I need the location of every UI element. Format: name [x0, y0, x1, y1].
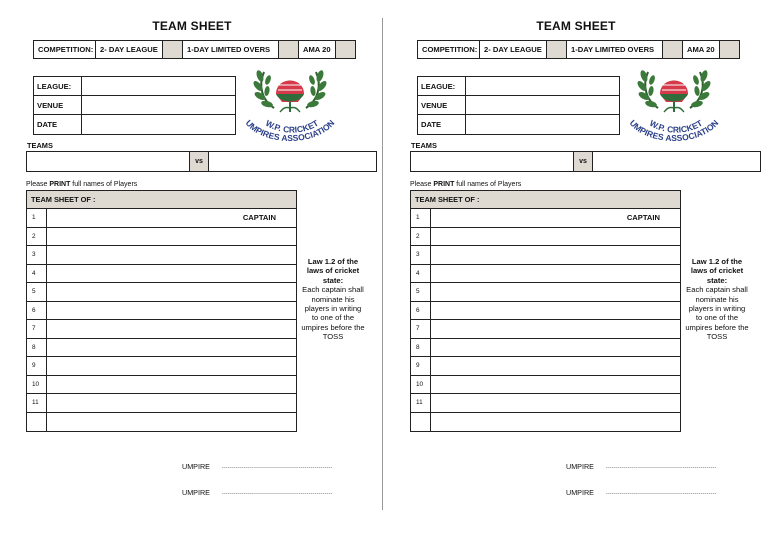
table-row: [27, 376, 296, 395]
law-body: Each captain shall nominate his players in writing to one of the umpires before the TOSS: [301, 285, 365, 342]
table-row: [411, 302, 680, 321]
umpire-line-1: [182, 462, 332, 471]
laurel-left-icon: [252, 69, 274, 108]
table-row: [411, 357, 680, 376]
player-name-field[interactable]: [47, 209, 296, 227]
venue-field[interactable]: [82, 96, 235, 114]
umpire-signature-field[interactable]: .......................................................: [221, 489, 333, 496]
umpire-label: UMPIRE: [566, 462, 594, 471]
player-name-field[interactable]: [47, 283, 296, 301]
row-number: 9: [27, 357, 47, 375]
competition-option-1day: 1-DAY LIMITED OVERS: [183, 41, 279, 58]
league-field[interactable]: [82, 77, 235, 95]
competition-option-ama20: AMA 20: [683, 41, 720, 58]
roster-header: TEAM SHEET OF :: [411, 191, 680, 209]
venue-label: VENUE: [418, 96, 466, 114]
umpire-line-2: [182, 488, 332, 497]
team-roster-table: [410, 190, 681, 432]
umpire-signature-field[interactable]: .......................................................: [605, 489, 717, 496]
table-row: [411, 320, 680, 339]
teams-row: [410, 151, 761, 172]
checkbox-ama20[interactable]: [720, 41, 739, 58]
table-row: [411, 413, 680, 432]
row-number: 1: [411, 209, 431, 227]
table-row: [411, 228, 680, 247]
logo-bottom-text: UMPIRES ASSOCIATION: [627, 117, 721, 144]
table-row: [27, 357, 296, 376]
competition-option-ama20: AMA 20: [299, 41, 336, 58]
table-row: [27, 283, 296, 302]
table-row: [27, 339, 296, 358]
player-name-field[interactable]: [47, 357, 296, 375]
roster-header: TEAM SHEET OF :: [27, 191, 296, 209]
vs-label: vs: [189, 152, 209, 171]
player-name-field[interactable]: [431, 357, 680, 375]
row-number: 5: [27, 283, 47, 301]
law-body: Each captain shall nominate his players in writing to one of the umpires before the TOSS: [685, 285, 749, 342]
league-label: LEAGUE:: [418, 77, 466, 95]
player-name-field[interactable]: [431, 320, 680, 338]
protea-flower-icon: [660, 80, 688, 112]
player-name-field[interactable]: [431, 376, 680, 394]
table-row: [411, 265, 680, 284]
table-row: [27, 320, 296, 339]
row-number: 3: [411, 246, 431, 264]
venue-field[interactable]: [466, 96, 619, 114]
row-number: 1: [27, 209, 47, 227]
player-name-field[interactable]: [47, 320, 296, 338]
checkbox-2day[interactable]: [163, 41, 183, 58]
umpire-label: UMPIRE: [182, 488, 210, 497]
umpire-line-1: [566, 462, 716, 471]
team-roster-table: [26, 190, 297, 432]
player-name-field[interactable]: [47, 376, 296, 394]
row-number: 6: [411, 302, 431, 320]
table-row: [27, 228, 296, 247]
player-name-field[interactable]: [47, 394, 296, 412]
row-number: 9: [411, 357, 431, 375]
competition-option-2day: 2- DAY LEAGUE: [96, 41, 163, 58]
row-number: 4: [27, 265, 47, 283]
umpire-label: UMPIRE: [182, 462, 210, 471]
league-label: LEAGUE:: [34, 77, 82, 95]
umpire-line-2: [566, 488, 716, 497]
print-instruction: Please PRINT full names of Players: [410, 181, 522, 188]
wp-cricket-umpires-logo: [622, 64, 726, 146]
law-note: [301, 257, 365, 342]
player-name-field[interactable]: [431, 209, 680, 227]
vs-label: vs: [573, 152, 593, 171]
wp-cricket-umpires-logo: [238, 64, 342, 146]
date-field[interactable]: [466, 115, 619, 134]
captain-label: CAPTAIN: [242, 213, 276, 223]
row-number: [27, 413, 47, 432]
team-a-field[interactable]: [411, 152, 573, 171]
row-number: 7: [411, 320, 431, 338]
player-name-field[interactable]: [431, 394, 680, 412]
umpire-signature-field[interactable]: .......................................................: [605, 463, 717, 470]
table-row: [27, 302, 296, 321]
sheet-title: TEAM SHEET: [536, 19, 616, 33]
teams-label: TEAMS: [411, 141, 437, 150]
logo-top-text: W.P. CRICKET: [263, 117, 321, 135]
player-name-field[interactable]: [47, 228, 296, 246]
checkbox-1day[interactable]: [663, 41, 683, 58]
player-name-field[interactable]: [431, 228, 680, 246]
table-row: [411, 283, 680, 302]
player-name-field[interactable]: [47, 339, 296, 357]
teams-row: [26, 151, 377, 172]
protea-flower-icon: [276, 80, 304, 112]
team-b-field[interactable]: [593, 152, 760, 171]
print-instruction: Please PRINT full names of Players: [26, 181, 138, 188]
table-row: [27, 209, 296, 228]
row-number: 7: [27, 320, 47, 338]
table-row: [27, 246, 296, 265]
row-number: 8: [27, 339, 47, 357]
player-name-field[interactable]: [47, 302, 296, 320]
competition-label: COMPETITION:: [34, 41, 96, 58]
logo-top-text: W.P. CRICKET: [647, 117, 705, 135]
row-number: 10: [27, 376, 47, 394]
umpire-signature-field[interactable]: .......................................................: [221, 463, 333, 470]
date-label: DATE: [418, 115, 466, 134]
team-sheet-right: [384, 0, 768, 543]
player-name-field[interactable]: [431, 246, 680, 264]
table-row: [411, 376, 680, 395]
table-row: [411, 246, 680, 265]
table-row: [411, 339, 680, 358]
row-number: 8: [411, 339, 431, 357]
player-name-field[interactable]: [431, 339, 680, 357]
player-name-field[interactable]: [431, 283, 680, 301]
law-heading: Law 1.2 of the laws of cricket state:: [306, 257, 360, 285]
row-number: 4: [411, 265, 431, 283]
table-row: [27, 265, 296, 284]
law-heading: Law 1.2 of the laws of cricket state:: [690, 257, 744, 285]
player-name-field[interactable]: [431, 265, 680, 283]
match-info-table: [417, 76, 620, 135]
row-number: 6: [27, 302, 47, 320]
match-info-table: [33, 76, 236, 135]
team-b-field[interactable]: [209, 152, 376, 171]
row-number: 2: [27, 228, 47, 246]
date-field[interactable]: [82, 115, 235, 134]
checkbox-ama20[interactable]: [336, 41, 355, 58]
table-row: [27, 413, 296, 432]
laurel-right-icon: [690, 69, 712, 108]
venue-label: VENUE: [34, 96, 82, 114]
team-a-field[interactable]: [27, 152, 189, 171]
row-number: 3: [27, 246, 47, 264]
table-row: [27, 394, 296, 413]
checkbox-2day[interactable]: [547, 41, 567, 58]
table-row: [411, 394, 680, 413]
row-number: 11: [411, 394, 431, 412]
sheet-title: TEAM SHEET: [152, 19, 232, 33]
laurel-left-icon: [636, 69, 658, 108]
competition-option-1day: 1-DAY LIMITED OVERS: [567, 41, 663, 58]
teams-label: TEAMS: [27, 141, 53, 150]
row-number: 2: [411, 228, 431, 246]
umpire-label: UMPIRE: [566, 488, 594, 497]
player-name-field[interactable]: [47, 246, 296, 264]
competition-table: [33, 40, 356, 59]
row-number: [411, 413, 431, 432]
player-name-field[interactable]: [431, 302, 680, 320]
row-number: 5: [411, 283, 431, 301]
competition-label: COMPETITION:: [418, 41, 480, 58]
logo-bottom-text: UMPIRES ASSOCIATION: [243, 117, 337, 144]
player-name-field[interactable]: [47, 413, 296, 432]
law-note: [685, 257, 749, 342]
player-name-field[interactable]: [431, 413, 680, 432]
player-name-field[interactable]: [47, 265, 296, 283]
row-number: 11: [27, 394, 47, 412]
date-label: DATE: [34, 115, 82, 134]
league-field[interactable]: [466, 77, 619, 95]
row-number: 10: [411, 376, 431, 394]
competition-option-2day: 2- DAY LEAGUE: [480, 41, 547, 58]
laurel-right-icon: [306, 69, 328, 108]
table-row: [411, 209, 680, 228]
competition-table: [417, 40, 740, 59]
captain-label: CAPTAIN: [626, 213, 660, 223]
checkbox-1day[interactable]: [279, 41, 299, 58]
